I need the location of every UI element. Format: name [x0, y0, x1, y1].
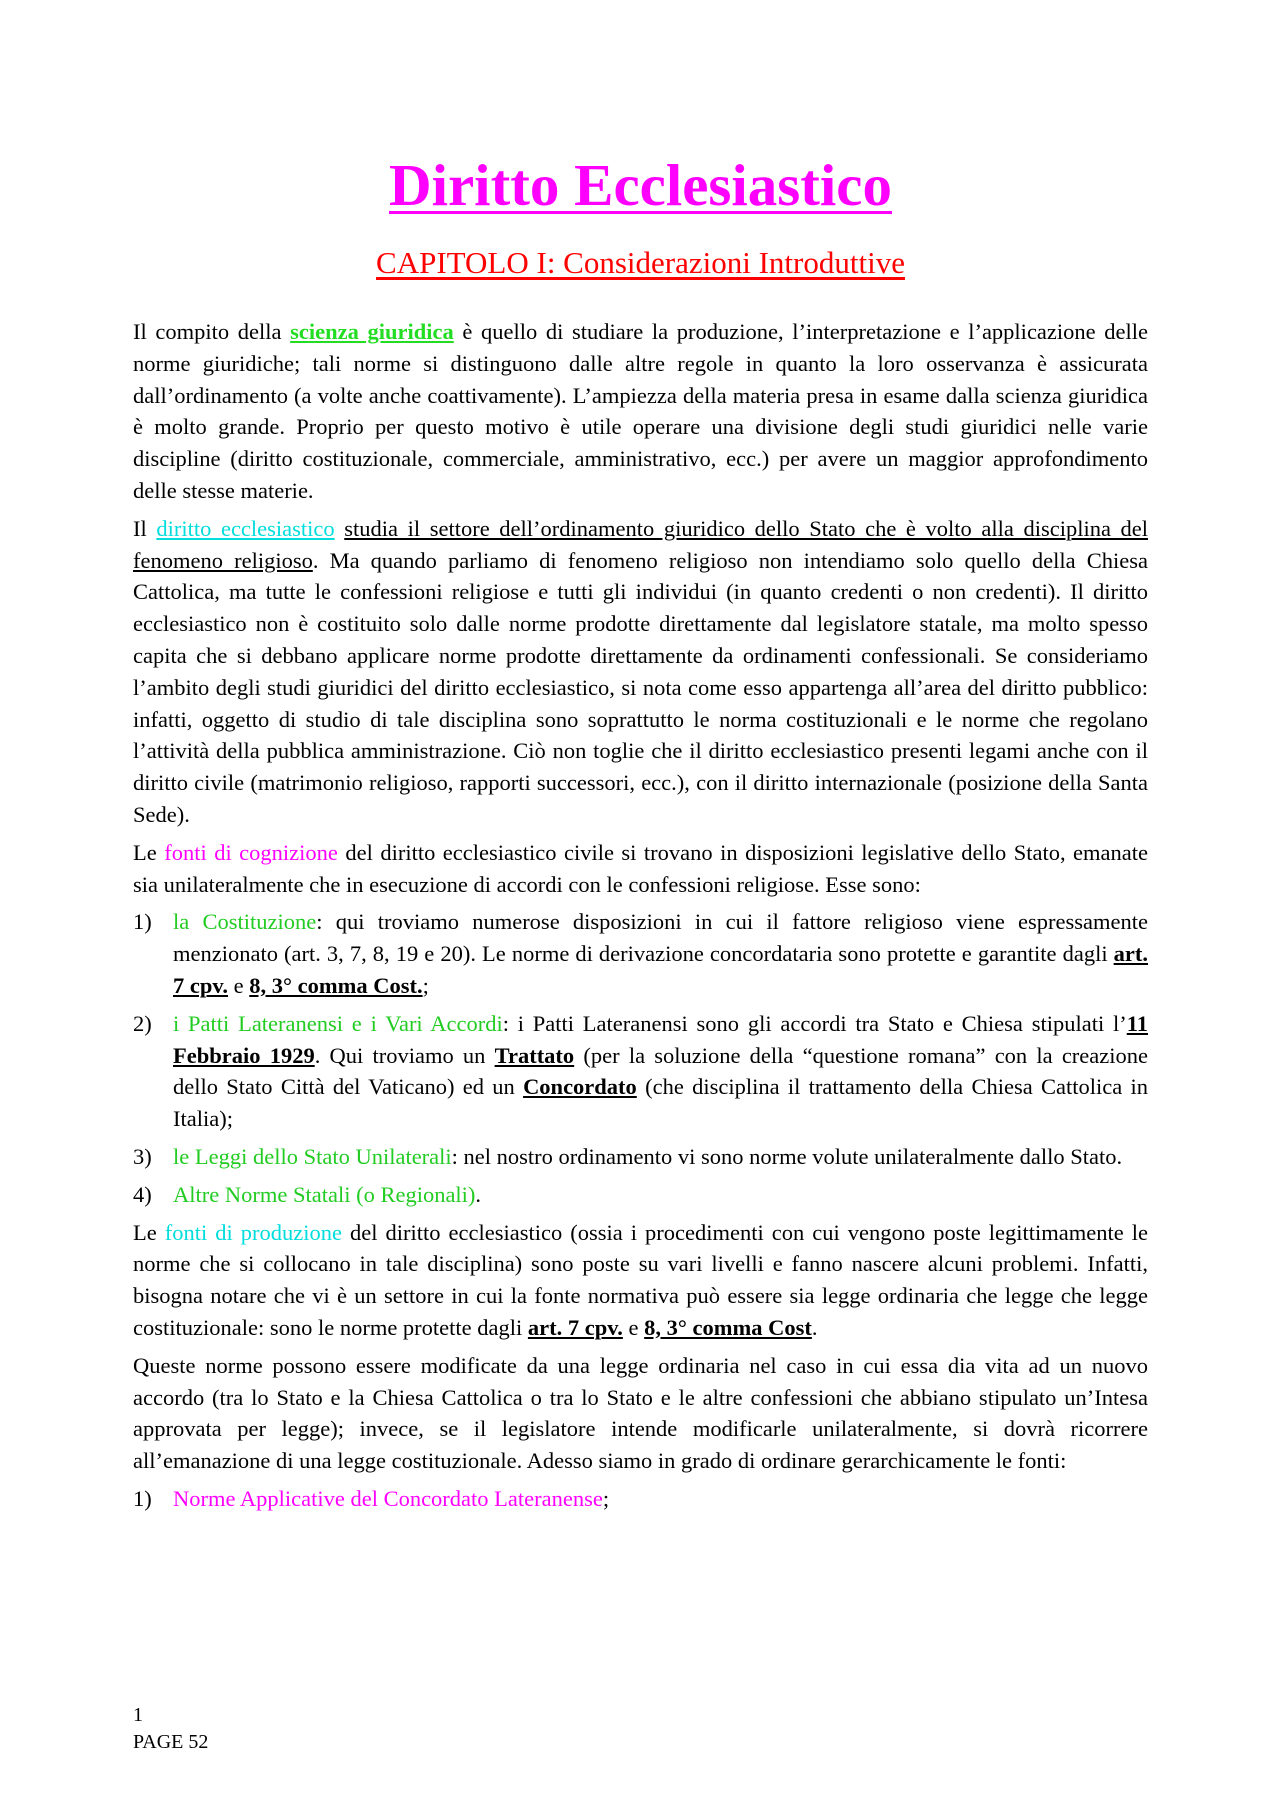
paragraph-scienza-giuridica: Il compito della scienza giuridica è quello di studiare la produzione, l’interpretazione e l’applicazione delle norme giuridiche; tali norme si distinguono dalle altre regole in quanto la loro osservanza è assicurata dall’ordinamento (a volte anche coattivamente). L’ampiezza della materia presa in esame dalla scienza giuridica è molto grande. Proprio per questo motivo è utile operare una divisione degli studi giuridici nelle varie discipline (diritto costituzionale, commerciale, amministrativo, ecc.) per avere un maggior approfondimento delle stesse materie. [133, 319, 1149, 503]
list-number: 4) [133, 1181, 152, 1207]
list-number: 3) [133, 1143, 152, 1169]
term-costituzione: la Costituzione [173, 909, 317, 935]
term-altre-norme: Altre Norme Statali (o Regionali) [173, 1181, 476, 1207]
footnote-number: 1 [133, 1704, 143, 1726]
date-1929: 11 Febbraio 1929 [173, 1010, 1148, 1068]
term-diritto-ecclesiastico: diritto ecclesiastico [156, 515, 335, 541]
paragraph-fonti-cognizione: Le fonti di cognizione del diritto ecclesiastico civile si trovano in disposizioni legislative dello Stato, emanate sia unilateralmente che in esecuzione di accordi con le confessioni religiose. Esse sono: [133, 839, 1149, 897]
term-fonti-di-produzione: fonti di produzione [164, 1219, 342, 1245]
paragraph-fonti-produzione: Le fonti di produzione del diritto ecclesiastico (ossia i procedimenti con cui vengono poste legittimamente le norme che si collocano in tale disciplina) sono poste su vari livelli e fanno nascere alcuni problemi. Infatti, bisogna notare che vi è un settore in cui la fonte normativa può essere sia legge ordinaria che legge che legge costituzionale: sono le norme protette dagli art. 7 cpv. e 8, 3° comma Cost. [133, 1219, 1148, 1340]
ref-art-7: art. 7 cpv. [527, 1314, 623, 1340]
term-fonti-di-cognizione: fonti di cognizione [164, 839, 338, 865]
document-title: Diritto Ecclesiastico [389, 152, 892, 218]
ref-art-8: 8, 3° comma Cost. [249, 972, 423, 998]
page-number: PAGE 52 [133, 1731, 209, 1753]
definition-underlined: studia il settore dell’ordinamento giuridico dello Stato che è volto alla disciplina del fenomeno religioso [133, 515, 1149, 573]
term-trattato: Trattato [494, 1042, 575, 1068]
term-norme-applicative: Norme Applicative del Concordato Lateranense [173, 1485, 603, 1511]
term-scienza-giuridica: scienza giuridica [290, 319, 454, 344]
term-patti-lateranensi: i Patti Lateranensi e i Vari Accordi [173, 1010, 503, 1036]
list-item: 4) Altre Norme Statali (o Regionali). [133, 1179, 1148, 1211]
document-body [133, 316, 1148, 1521]
paragraph-diritto-ecclesiastico: Il diritto ecclesiastico studia il settore dell’ordinamento giuridico dello Stato che è volto alla disciplina del fenomeno religioso. Ma quando parliamo di fenomeno religioso non intendiamo solo quello della Chiesa Cattolica, ma tutte le confessioni religiose e tutti gli individui (in quanto credenti o non credenti). Il diritto ecclesiastico non è costituito solo dalle norme prodotte direttamente dal legislatore statale, ma molto spesso capita che si debbano applicare norme prodotte direttamente da ordinamenti confessionali. Se consideriamo l’ambito degli studi giuridici del diritto ecclesiastico, si nota come esso appartenga all’area del diritto pubblico: infatti, oggetto di studio di tale disciplina sono soprattutto le norma costituzionali e le norme che regolano l’attività della pubblica amministrazione. Ciò non toglie che il diritto ecclesiastico presenti legami anche con il diritto civile (matrimonio religioso, rapporti successori, ecc.), con il diritto internazionale (posizione della Santa Sede). [133, 515, 1149, 827]
ref-art-8: 8, 3° comma Cost [644, 1314, 812, 1340]
page-footer [133, 1702, 208, 1756]
list-item: 3) le Leggi dello Stato Unilaterali: nel nostro ordinamento vi sono norme volute unilateralmente dallo Stato. [133, 1141, 1148, 1173]
chapter-heading: CAPITOLO I: Considerazioni Introduttive [376, 245, 905, 280]
paragraph-gerarchia: Queste norme possono essere modificate da una legge ordinaria nel caso in cui essa dia vita ad un nuovo accordo (tra lo Stato e la Chiesa Cattolica o tra lo Stato e le altre confessioni che abbiano stipulato un’Intesa approvata per legge); invece, se il legislatore intende modificarle unilateralmente, si dovrà ricorrere all’emanazione di una legge costituzionale. Adesso siamo in grado di ordinare gerarchicamente le fonti: [133, 1352, 1148, 1474]
term-leggi-unilaterali: le Leggi dello Stato Unilaterali [173, 1143, 452, 1169]
list-item: 1) Norme Applicative del Concordato Lateranense; [133, 1483, 1148, 1515]
list-number: 1) [133, 909, 152, 935]
ref-art-7: art. 7 cpv. [173, 941, 1148, 998]
term-concordato: Concordato [523, 1074, 637, 1100]
list-item: 2) i Patti Lateranensi e i Vari Accordi: i Patti Lateranensi sono gli accordi tra Stato e Chiesa stipulati l’11 Febbraio 1929. Qui troviamo un Trattato (per la soluzione della “questione romana” con la creazione dello Stato Città del Vaticano) ed un Concordato (che disciplina il trattamento della Chiesa Cattolica in Italia); [133, 1008, 1148, 1135]
list-item: 1) la Costituzione: qui troviamo numerose disposizioni in cui il fattore religioso viene espressamente menzionato (art. 3, 7, 8, 19 e 20). Le norme di derivazione concordataria sono protette e garantite dagli art. 7 cpv. e 8, 3° comma Cost.; [133, 906, 1148, 1001]
list-number: 2) [133, 1010, 152, 1036]
list-number: 1) [133, 1485, 152, 1511]
